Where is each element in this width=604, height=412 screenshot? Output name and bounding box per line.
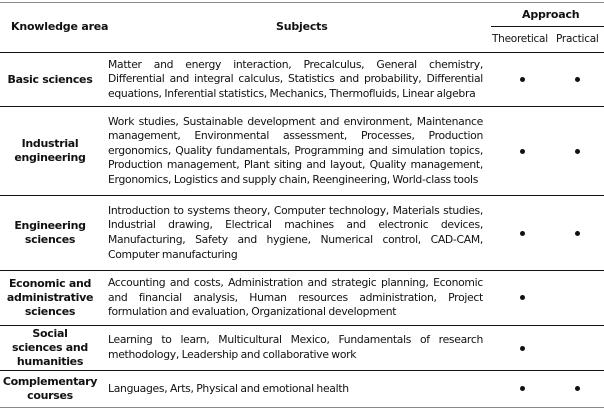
area-social-sciences-humanities: Social sciences and humanities [11,327,89,368]
header-approach: Approach [522,8,580,21]
subjects-engineering-sciences [108,196,483,270]
header-subjects: Subjects [276,20,328,33]
subjects-text: Learning to learn, Multicultural Mexico, Fundamentals of research methodology, Leadership and collaborative work [108,333,483,361]
approach-underline [491,26,604,27]
subjects-industrial-engineering [108,107,483,195]
theoretical-marker [520,295,525,300]
practical-marker [575,149,580,154]
header-theoretical: Theoretical [492,33,548,45]
area-basic-sciences: Basic sciences [7,72,93,86]
header-knowledge-area: Knowledge area [11,20,109,33]
theoretical-marker [520,149,525,154]
subjects-economic-administrative-sciences [108,271,483,325]
practical-marker [575,386,580,391]
practical-marker [575,77,580,82]
header-rule [0,52,604,53]
area-complementary-courses: Complementary courses [2,375,98,402]
practical-marker [575,231,580,236]
table-bottom-rule [0,407,604,408]
subjects-social-sciences-humanities [108,326,483,370]
area-industrial-engineering: Industrial engineering [14,137,86,164]
subjects-text: Introduction to systems theory, Computer technology, Materials studies, Industrial drawing, Electrical machines and electronic devices, Manufacturing, Safety and hygiene, Numerical control, CAD-CAM, Computer manufacturing [108,203,483,261]
area-economic-administrative-sciences: Economic and administrative sciences [6,277,94,318]
theoretical-marker [520,231,525,236]
subjects-text: Languages, Arts, Physical and emotional health [108,381,349,395]
subjects-basic-sciences [108,54,483,105]
area-engineering-sciences: Engineering sciences [14,219,86,246]
theoretical-marker [520,346,525,351]
subjects-text: Matter and energy interaction, Precalculus, General chemistry, Differential and integral calculus, Statistics and probability, Differential equations, Inferential statistics, Mechanics, Thermofluids, Linear algebra [108,57,483,100]
subjects-complementary-courses [108,371,483,407]
subjects-text: Work studies, Sustainable development and environment, Maintenance management, Environmental assessment, Processes, Production ergonomics, Quality fundamentals, Programming and simulation topics, Production management, Plant siting and layout, Quality management, Ergonomics, Logistics and supply chain, Reengineering, World-class tools [108,114,483,186]
theoretical-marker [520,77,525,82]
subjects-text: Accounting and costs, Administration and strategic planning, Economic and financial analysis, Human resources administration, Project formulation and evaluation, Organizational development [108,276,483,319]
header-practical: Practical [556,33,599,45]
theoretical-marker [520,386,525,391]
table-top-rule [0,2,604,3]
